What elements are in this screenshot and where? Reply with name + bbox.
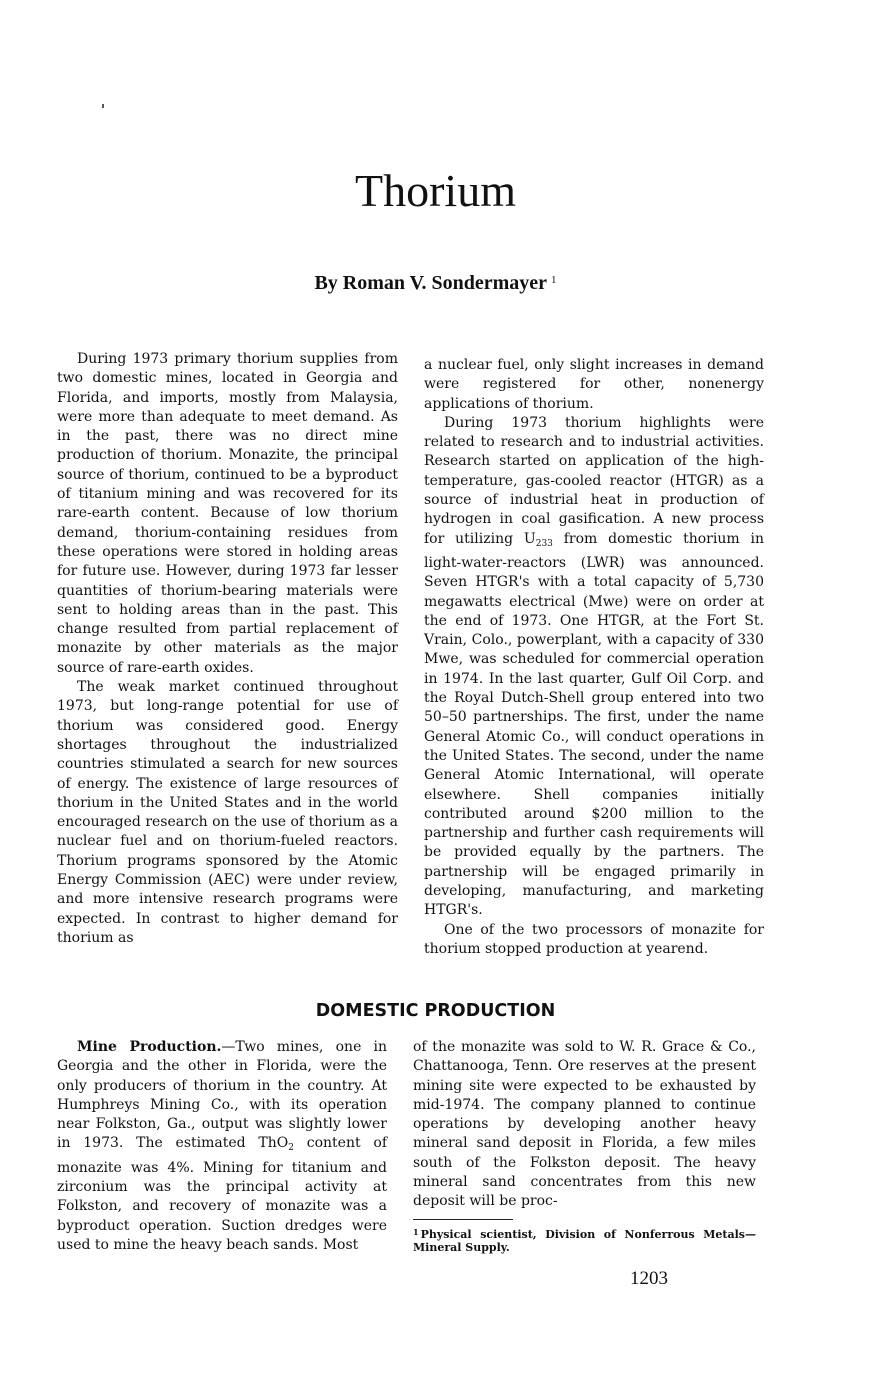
paragraph xyxy=(424,414,764,921)
section-column-left xyxy=(57,1038,387,1255)
text-run: content of monazite was 4%. Mining for titanium and zirconium was the principal activity at Folkston, and recovery of monazite was a byproduct operation. Suction dredges were used to mine the heavy beach sands. Most xyxy=(57,1135,387,1253)
paragraph: One of the two processors of monazite for thorium stopped production at yearend. xyxy=(424,921,764,957)
footnote xyxy=(413,1226,756,1254)
page-number: 1203 xyxy=(630,1268,668,1289)
paragraph: The weak market continued throughout 1973, but long-range potential for use of thorium was considered good. Energy shortages throughout the industrialized countries stimulated a search for new sources of energy. The existence of large resources of thorium in the United States and in the world encouraged research on the use of thorium as a nuclear fuel and on thorium-fueled reactors. Thorium programs sponsored by the Atomic Energy Commission (AEC) were under review, and more intensive research programs were expected. In contrast to higher demand for thorium as xyxy=(57,679,398,946)
article-title: Thorium xyxy=(355,165,516,216)
text-run: During 1973 thorium highlights were related to research and to industrial activities. Research started on application of the high-temperature, gas-cooled reactor (HTGR) as a source of industrial heat in production of hydrogen in coal gasification. A new process for utilizing U xyxy=(424,414,764,547)
intro-column-left xyxy=(57,350,398,948)
footnote-text: Physical scientist, Division of Nonferrous Metals—Mineral Supply. xyxy=(413,1228,756,1254)
run-in-heading: Mine Production. xyxy=(77,1039,222,1055)
scan-speck xyxy=(102,104,104,108)
section-column-right xyxy=(413,1038,756,1212)
paragraph: During 1973 primary thorium supplies from two domestic mines, located in Georgia and Florida, and imports, mostly from Malaysia, were more than adequate to meet demand. As in the past, there was no direct mine production of thorium. Monazite, the principal source of thorium, continued to be a byproduct of titanium mining and was recovered for its rare-earth content. Because of low thorium demand, thorium-containing residues from these operations were stored in holding areas for future use. However, during 1973 far lesser quantities of thorium-bearing materials were sent to holding areas than in the past. This change resulted from partial replacement of monazite by other materials as the major source of rare-earth oxides. xyxy=(57,351,398,676)
paragraph xyxy=(57,1038,387,1255)
author-name: By Roman V. Sondermayer xyxy=(314,272,548,294)
footnote-marker: 1 xyxy=(413,1227,419,1237)
text-run: from domestic thorium in light-water-reactors (LWR) was announced. Seven HTGR's with a total capacity of 5,730 megawatts electrical (Mwe) were on order at the end of 1973. One HTGR, at the Fort St. Vrain, Colo., powerplant, with a capacity of 330 Mwe, was scheduled for commercial operation in 1974. In the last quarter, Gulf Oil Corp. and the Royal Dutch-Shell group entered into two 50–50 partnerships. The first, under the name General Atomic Co., will conduct operations in the United States. The second, under the name General Atomic International, will operate elsewhere. Shell companies initially contributed around $200 million to the partnership and further cash requirements will be provided equally by the partners. The partnership will be engaged primarily in developing, manufacturing, and marketing HTGR's. xyxy=(424,530,764,919)
paragraph-continued: a nuclear fuel, only slight increases in demand were registered for other, nonenergy applications of thorium. xyxy=(424,357,764,412)
paragraph-continued: of the monazite was sold to W. R. Grace & Co., Chattanooga, Tenn. Ore reserves at the present mining site were expected to be exhausted by mid-1974. The company planned to continue operations by developing another heavy mineral sand deposit in Florida, a few miles south of the Folkston deposit. The heavy mineral sand concentrates from this new deposit will be proc- xyxy=(413,1039,756,1210)
footnote-rule xyxy=(413,1219,513,1220)
author-byline xyxy=(0,266,871,297)
isotope-subscript: 233 xyxy=(535,538,553,549)
formula-subscript: 2 xyxy=(288,1143,294,1154)
text-run: —Two mines, one in Georgia and the other in Florida, were the only producers of thorium in the country. At Humphreys Mining Co., with its operation near Folkston, Ga., output was slightly lower in 1973. The estimated ThO xyxy=(57,1039,388,1152)
intro-column-right xyxy=(424,356,764,959)
section-heading: DOMESTIC PRODUCTION xyxy=(315,1001,556,1021)
author-footnote-marker: 1 xyxy=(551,274,557,286)
